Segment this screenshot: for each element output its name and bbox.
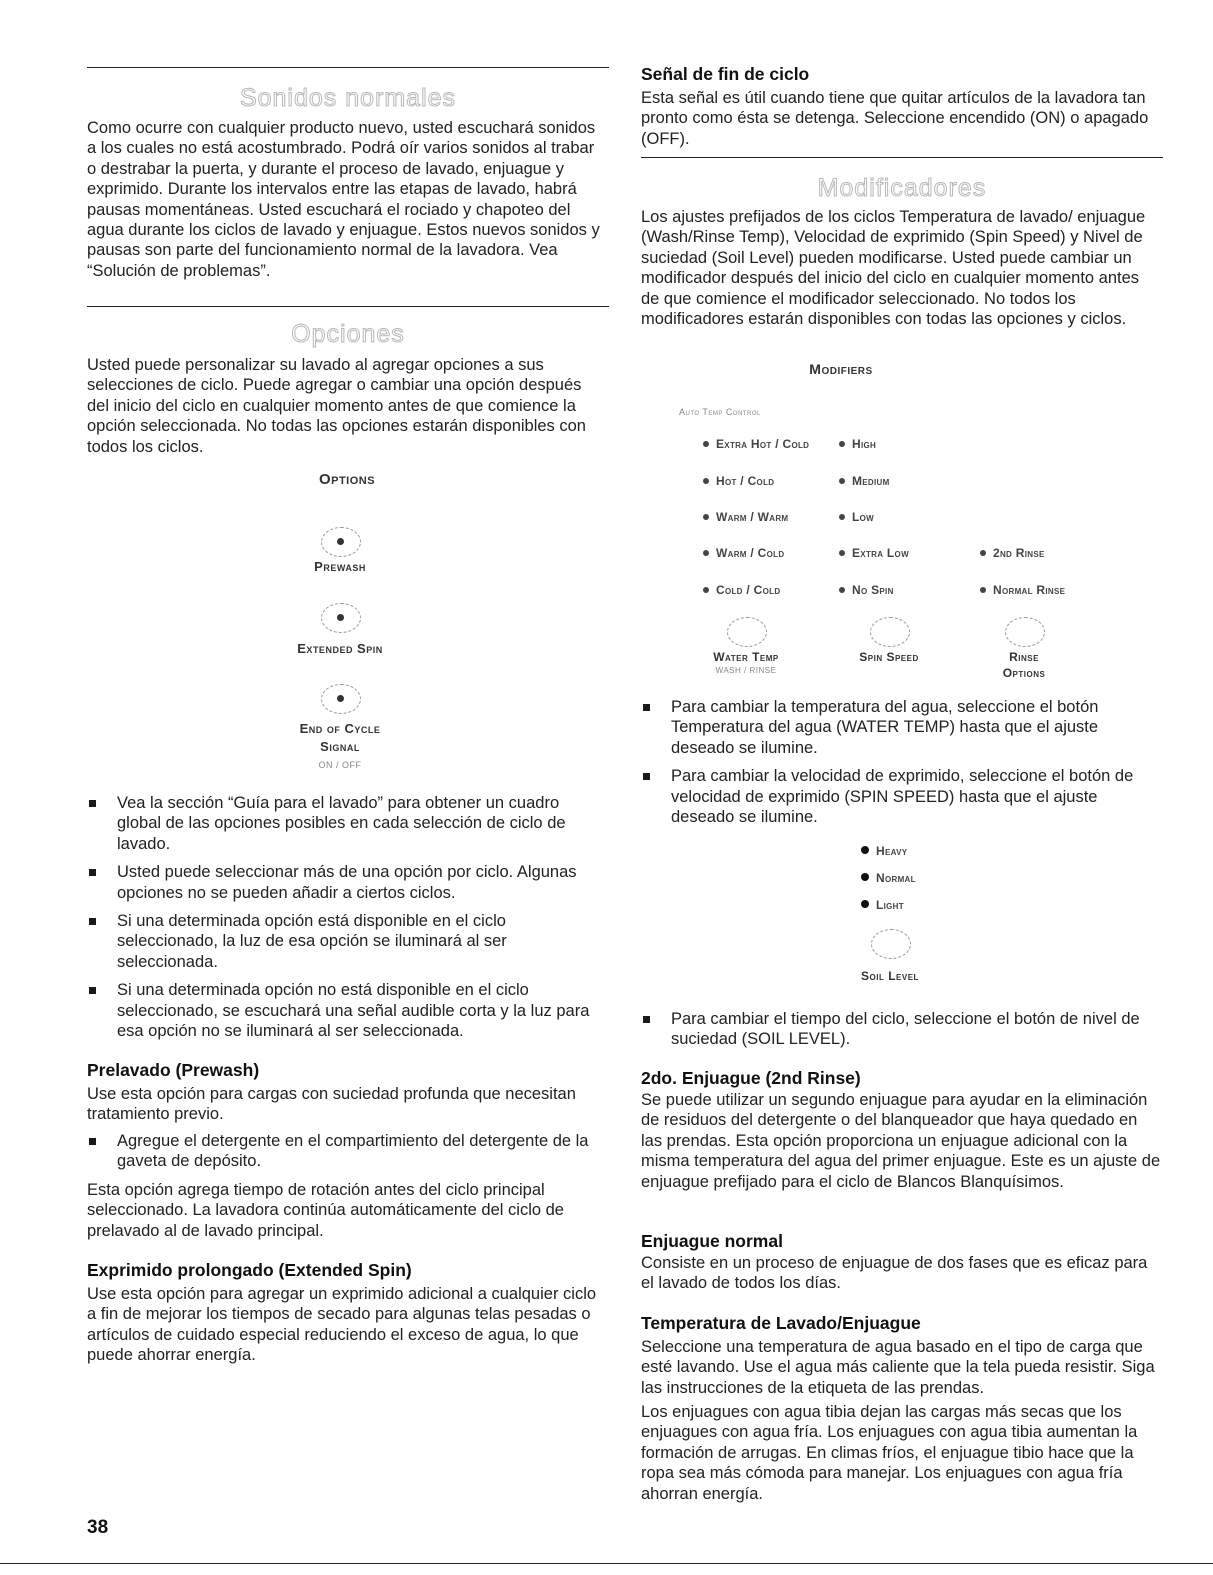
list-item: Para cambiar el tiempo del ciclo, seleccione el botón de nivel de suciedad (SOIL LEVEL). (641, 1009, 1161, 1050)
end-of-cycle-sublabel: ON / OFF (318, 760, 362, 770)
page-number: 38 (87, 1517, 109, 1538)
prelavado-paragraph-2: Esta opción agrega tiempo de rotación antes del ciclo principal seleccionado. La lavadora continúa automáticamente del ciclo de prelavado al de lavado principal. (87, 1181, 564, 1240)
soil-option: Heavy (861, 844, 907, 858)
spin-option: Extra Low (839, 546, 909, 560)
soil-level-button[interactable] (871, 929, 911, 959)
list-item: Vea la sección “Guía para el lavado” para obtener un cuadro global de las opciones posibles en cada selección de ciclo de lavado. (87, 793, 607, 854)
list-item: Si una determinada opción no está disponible en el ciclo seleccionado, se escuchará una señal audible corta y la luz para esa opción no se iluminará al ser seleccionada. (87, 980, 607, 1041)
spin-option: High (839, 437, 876, 451)
enjuague-normal-heading: Enjuague normal (641, 1231, 783, 1251)
spin-speed-button[interactable] (870, 617, 910, 647)
indicator-light-icon (337, 695, 344, 702)
rinse-option: Normal Rinse (980, 583, 1065, 597)
temperatura-paragraph: Seleccione una temperatura de agua basado en el tipo de carga que esté lavando. Use el agua más caliente que la tela pueda resistir. Siga las instrucciones de la etiqueta de las prendas. (641, 1338, 1155, 1397)
temp-option: Cold / Cold (703, 583, 780, 597)
temp-option: Warm / Cold (703, 546, 784, 560)
prelavado-heading: Prelavado (Prewash) (87, 1060, 260, 1080)
prelavado-bullet-list (87, 1131, 607, 1180)
temp-option: Extra Hot / Cold (703, 437, 809, 451)
prewash-button[interactable] (321, 527, 361, 557)
temperatura-paragraph-2: Los enjuagues con agua tibia dejan las cargas más secas que los enjuagues con agua fría. Los enjuagues con agua tibia aumentan la formación de arrugas. En climas fríos, el enjuague tibio hace que la ropa sea más cómoda para manejar. Los enjuagues con agua fría ahorran energía. (641, 1403, 1138, 1503)
senal-heading: Señal de fin de ciclo (641, 64, 810, 84)
modificadores-paragraph: Los ajustes prefijados de los ciclos Temperatura de lavado/ enjuague (Wash/Rinse Temp), Velocidad de exprimido (Spin Speed) y Nivel de suciedad (Soil Level) pueden modificarse. Usted puede cambiar un modificador después del inicio del ciclo en cualquier momento antes de que comience el modificador seleccionado. No todos los modificadores estarán disponibles con todas las opciones y ciclos. (641, 208, 1146, 329)
modifiers-bullet-list (641, 697, 1161, 835)
segundo-enjuague-paragraph: Se puede utilizar un segundo enjuague para ayudar en la eliminación de residuos del detergente o del blanqueador que haya quedado en las prendas. Esta opción proporciona un enjuague adicional con la misma temperatura del agua del primer enjuague. Este es un ajuste de enjuague prefijado para el ciclo de Blancos Blanquísimos. (641, 1091, 1161, 1191)
water-temp-button[interactable] (727, 617, 767, 647)
water-temp-label: Water Temp (713, 650, 779, 664)
footer-divider (0, 1563, 1213, 1564)
list-item: Para cambiar la velocidad de exprimido, seleccione el botón de velocidad de exprimido (SPIN SPEED) hasta que el ajuste deseado se ilumine. (641, 766, 1161, 827)
soil-bullet-list (641, 1009, 1161, 1058)
rinse-option: 2nd Rinse (980, 546, 1045, 560)
modifiers-heading: Modifiers (809, 361, 873, 377)
spin-option: Low (839, 510, 874, 524)
sonidos-paragraph: Como ocurre con cualquier producto nuevo, usted escuchará sonidos a los cuales no está acostumbrado. Podrá oír varios sonidos al trabar o destrabar la puerta, y durante el proceso de lavado, enjuague y exprimido. Durante los intervalos entre las etapas de lavado, habrá pausas momentáneas. Usted escuchará el rociado y chapoteo del agua durante los ciclos de lavado y enjuague. Estos nuevos sonidos y pausas son parte del funcionamiento normal de la lavadora. Vea “Solución de problemas”. (87, 119, 600, 280)
temp-option: Warm / Warm (703, 510, 788, 524)
water-temp-sublabel: WASH / RINSE (715, 666, 777, 675)
list-item: Usted puede seleccionar más de una opción por ciclo. Algunas opciones no se pueden añadir a ciertos ciclos. (87, 862, 607, 903)
exprimido-heading: Exprimido prolongado (Extended Spin) (87, 1260, 412, 1280)
list-item: Si una determinada opción está disponible en el ciclo seleccionado, la luz de esa opción se iluminará al ser seleccionada. (87, 911, 607, 972)
spin-option: No Spin (839, 583, 894, 597)
spin-option: Medium (839, 474, 890, 488)
spin-speed-label: Spin Speed (859, 650, 919, 664)
segundo-enjuague-heading: 2do. Enjuague (2nd Rinse) (641, 1068, 861, 1088)
prewash-label: Prewash (314, 559, 366, 574)
rinse-sublabel: Options (1002, 666, 1046, 680)
end-of-cycle-button[interactable] (321, 684, 361, 714)
section-divider (87, 306, 609, 307)
options-bullet-list (87, 793, 607, 1049)
temp-option: Hot / Cold (703, 474, 774, 488)
soil-level-label: Soil Level (861, 969, 919, 983)
extended-spin-button[interactable] (321, 603, 361, 633)
temperatura-heading: Temperatura de Lavado/Enjuague (641, 1313, 921, 1333)
soil-option: Normal (861, 871, 916, 885)
section-divider (87, 67, 609, 68)
rinse-label: Rinse (1009, 650, 1039, 664)
section-title-modificadores: Modificadores (817, 174, 987, 202)
extended-spin-label: Extended Spin (297, 641, 383, 656)
end-of-cycle-label: End of Cycle (299, 721, 381, 736)
prelavado-paragraph: Use esta opción para cargas con suciedad profunda que necesitan tratamiento previo. (87, 1085, 576, 1124)
section-divider (641, 157, 1163, 158)
section-title-opciones: Opciones (291, 320, 405, 348)
options-heading: Options (318, 471, 376, 488)
indicator-light-icon (337, 614, 344, 621)
exprimido-paragraph: Use esta opción para agregar un exprimido adicional a cualquier ciclo a fin de mejorar los tiempos de secado para algunas telas pesadas o artículos de cuidado especial reduciendo el exceso de agua, lo que puede ahorrar energía. (87, 1285, 597, 1365)
auto-temp-label: Auto Temp Control (679, 407, 761, 417)
senal-paragraph: Esta señal es útil cuando tiene que quitar artículos de la lavadora tan pronto como ésta se detenga. Seleccione encendido (ON) o apagado (OFF). (641, 89, 1149, 148)
list-item: Agregue el detergente en el compartimiento del detergente de la gaveta de depósito. (87, 1131, 607, 1172)
rinse-options-button[interactable] (1005, 617, 1045, 647)
section-title-sonidos: Sonidos normales (239, 84, 457, 112)
opciones-paragraph: Usted puede personalizar su lavado al agregar opciones a sus selecciones de ciclo. Puede agregar o cambiar una opción después del inicio del ciclo en cualquier momento antes de que comience la opción seleccionada. No todas las opciones estarán disponibles con todos los ciclos. (87, 356, 586, 456)
end-of-cycle-label-2: Signal (320, 739, 360, 754)
indicator-light-icon (337, 538, 344, 545)
enjuague-normal-paragraph: Consiste en un proceso de enjuague de dos fases que es eficaz para el lavado de todos los días. (641, 1254, 1148, 1293)
soil-option: Light (861, 898, 904, 912)
list-item: Para cambiar la temperatura del agua, seleccione el botón Temperatura del agua (WATER TEMP) hasta que el ajuste deseado se ilumine. (641, 697, 1161, 758)
